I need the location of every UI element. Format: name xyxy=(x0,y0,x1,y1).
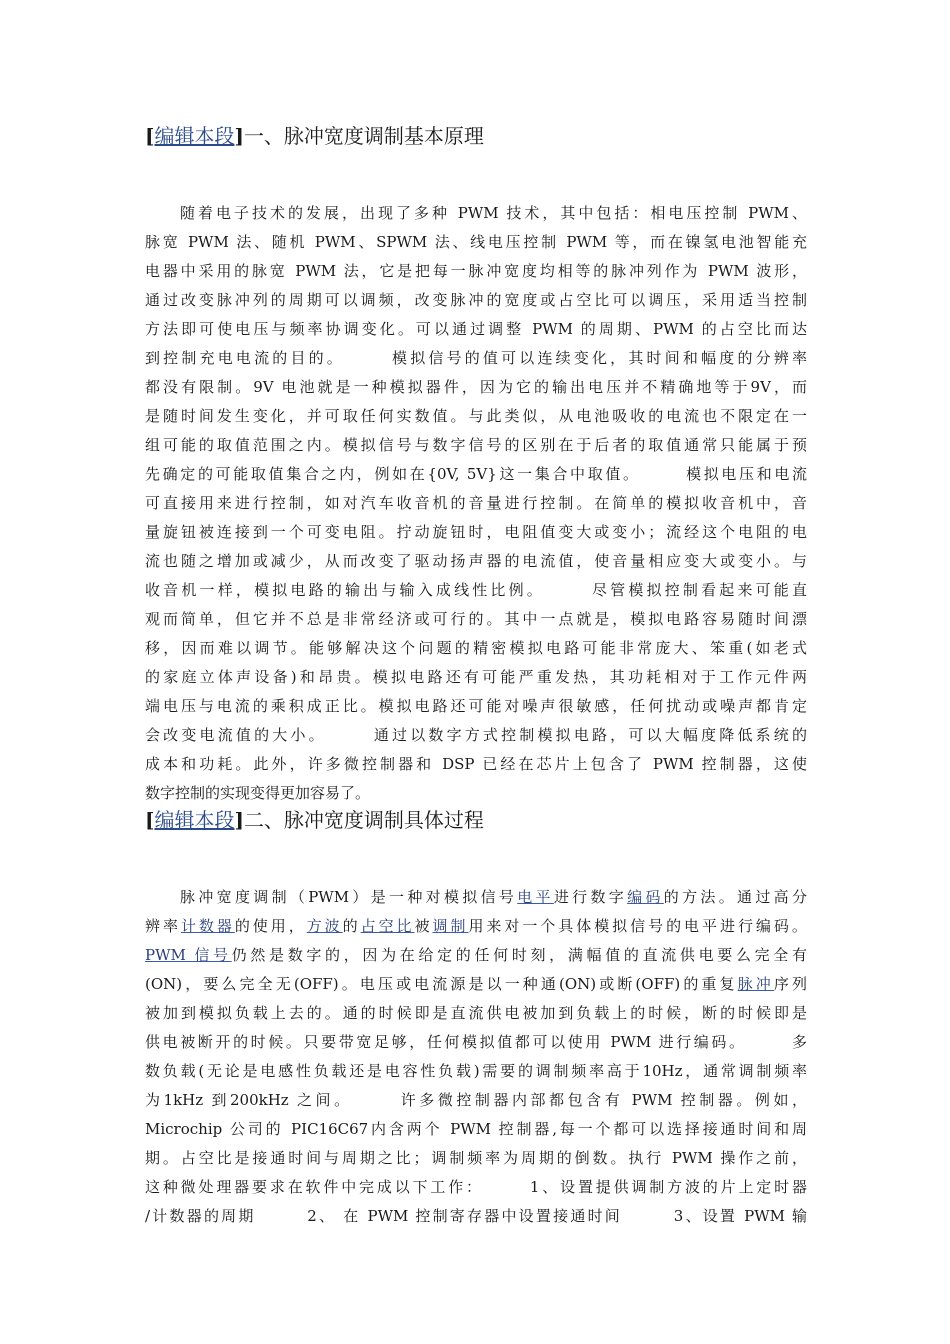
text-span: 序列 xyxy=(773,975,807,993)
text-line: 成本和功耗。此外，许多微控制器和 DSP 已经在芯片上包含了 PWM 控制器，这使 xyxy=(145,755,807,773)
text-span: 仍然是数字的，因为在给定的任何时刻，满幅值的直流供电要么完全有 xyxy=(231,946,807,964)
text-line xyxy=(145,941,807,970)
section-title: 二、脉冲宽度调制具体过程 xyxy=(243,808,484,832)
text-line: 为1kHz 到200kHz 之间。 许多微控制器内部都包含有 PWM 控制器。例如， xyxy=(145,1091,807,1109)
link-maichong[interactable]: 脉冲 xyxy=(737,975,774,993)
text-line: 移，因而难以调节。能够解决这个问题的精密模拟电路可能非常庞大、笨重(如老式 xyxy=(145,639,807,657)
text-line: 随着电子技术的发展，出现了多种 PWM 技术，其中包括：相电压控制 PWM、 xyxy=(180,204,807,222)
link-jishuqi[interactable]: 计数器 xyxy=(180,917,235,935)
text-line: 数字控制的实现变得更加容易了。 xyxy=(145,784,371,802)
section-heading xyxy=(145,806,484,834)
text-span: 进行数字 xyxy=(553,888,628,906)
edit-section-link[interactable]: 编辑本段 xyxy=(154,808,235,832)
text-line: 的家庭立体声设备)和昂贵。模拟电路还有可能严重发热，其功耗相对于工作元件两 xyxy=(145,668,807,686)
text-line xyxy=(145,970,807,999)
text-span: 脉冲宽度调制（PWM）是一种对模拟信号 xyxy=(180,888,518,906)
text-span: 的方法。通过高分 xyxy=(663,888,807,906)
text-line: 供电被断开的时候。只要带宽足够，任何模拟值都可以使用 PWM 进行编码。 多 xyxy=(145,1033,807,1051)
text-line: 方法即可使电压与频率协调变化。可以通过调整 PWM 的周期、PWM 的占空比而达 xyxy=(145,320,807,338)
heading-bracket-open: [ xyxy=(145,808,155,832)
text-span: 的使用， xyxy=(234,917,307,935)
text-line: 组可能的取值范围之内。模拟信号与数字信号的区别在于后者的取值通常只能属于预 xyxy=(145,436,807,454)
link-pwm-signal[interactable]: PWM 信号 xyxy=(145,946,232,964)
text-line: 会改变电流值的大小。 通过以数字方式控制模拟电路，可以大幅度降低系统的 xyxy=(145,726,807,744)
link-tiaozhi[interactable]: 调制 xyxy=(432,917,469,935)
text-line: 流也随之增加或减少，从而改变了驱动扬声器的电流值，使音量相应变大或变小。与 xyxy=(145,552,807,570)
link-dianping[interactable]: 电平 xyxy=(517,888,554,906)
text-line: Microchip 公司的 PIC16C67内含两个 PWM 控制器,每一个都可以选择接通时间和周 xyxy=(145,1120,807,1138)
text-line: 数负载(无论是电感性负载还是电容性负载)需要的调制频率高于10Hz，通常调制频率 xyxy=(145,1062,807,1080)
text-line: 量旋钮被连接到一个可变电阻。拧动旋钮时，电阻值变大或变小；流经这个电阻的电 xyxy=(145,523,807,541)
heading-bracket-open: [ xyxy=(145,124,155,148)
text-line: 被加到模拟负载上去的。通的时候即是直流供电被加到负载上的时候，断的时候即是 xyxy=(145,1004,807,1022)
text-line: 可直接用来进行控制，如对汽车收音机的音量进行控制。在简单的模拟收音机中，音 xyxy=(145,494,807,512)
link-bianma[interactable]: 编码 xyxy=(627,888,664,906)
text-line: 这种微处理器要求在软件中完成以下工作： 1、设置提供调制方波的片上定时器 xyxy=(145,1178,807,1196)
heading-bracket-close: ] xyxy=(234,124,244,148)
text-line: 都没有限制。9V 电池就是一种模拟器件，因为它的输出电压并不精确地等于9V，而 xyxy=(145,378,807,396)
text-line: 通过改变脉冲列的周期可以调频，改变脉冲的宽度或占空比可以调压，采用适当控制 xyxy=(145,291,807,309)
text-line: 期。占空比是接通时间与周期之比；调制频率为周期的倒数。执行 PWM 操作之前， xyxy=(145,1149,807,1167)
text-line xyxy=(145,912,807,941)
section-heading xyxy=(145,122,484,150)
link-fangbo[interactable]: 方波 xyxy=(306,917,343,935)
edit-section-link[interactable]: 编辑本段 xyxy=(154,124,235,148)
text-span: 被 xyxy=(414,917,433,935)
text-line: 端电压与电流的乘积成正比。模拟电路还可能对噪声很敏感，任何扰动或噪声都肯定 xyxy=(145,697,807,715)
text-line: 先确定的可能取值集合之内，例如在{0V, 5V}这一集合中取值。 模拟电压和电流 xyxy=(145,465,807,483)
heading-bracket-close: ] xyxy=(234,808,244,832)
text-span: 辨率 xyxy=(145,917,181,935)
text-line: 是随时间发生变化，并可取任何实数值。与此类似，从电池吸收的电流也不限定在一 xyxy=(145,407,807,425)
text-line: 收音机一样，模拟电路的输出与输入成线性比例。 尽管模拟控制看起来可能直 xyxy=(145,581,807,599)
link-zhankongbi[interactable]: 占空比 xyxy=(360,917,415,935)
text-line: 观而简单，但它并不总是非常经济或可行的。其中一点就是，模拟电路容易随时间漂 xyxy=(145,610,807,628)
text-line xyxy=(145,883,807,912)
text-line: 电器中采用的脉宽 PWM 法，它是把每一脉冲宽度均相等的脉冲列作为 PWM 波形， xyxy=(145,262,807,280)
text-span: (ON)，要么完全无(OFF)。电压或电流源是以一种通(ON)或断(OFF)的重复 xyxy=(145,975,738,993)
text-span: 的 xyxy=(342,917,361,935)
text-line: 到控制充电电流的目的。 模拟信号的值可以连续变化，其时间和幅度的分辨率 xyxy=(145,349,807,367)
text-span: 用来对一个具体模拟信号的电平进行编码。 xyxy=(468,917,807,935)
section-title: 一、脉冲宽度调制基本原理 xyxy=(243,124,484,148)
text-line: 脉宽 PWM 法、随机 PWM、SPWM 法、线电压控制 PWM 等，而在镍氢电池智能充 xyxy=(145,233,807,251)
text-line: /计数器的周期 2、 在 PWM 控制寄存器中设置接通时间 3、设置 PWM 输 xyxy=(145,1207,807,1225)
